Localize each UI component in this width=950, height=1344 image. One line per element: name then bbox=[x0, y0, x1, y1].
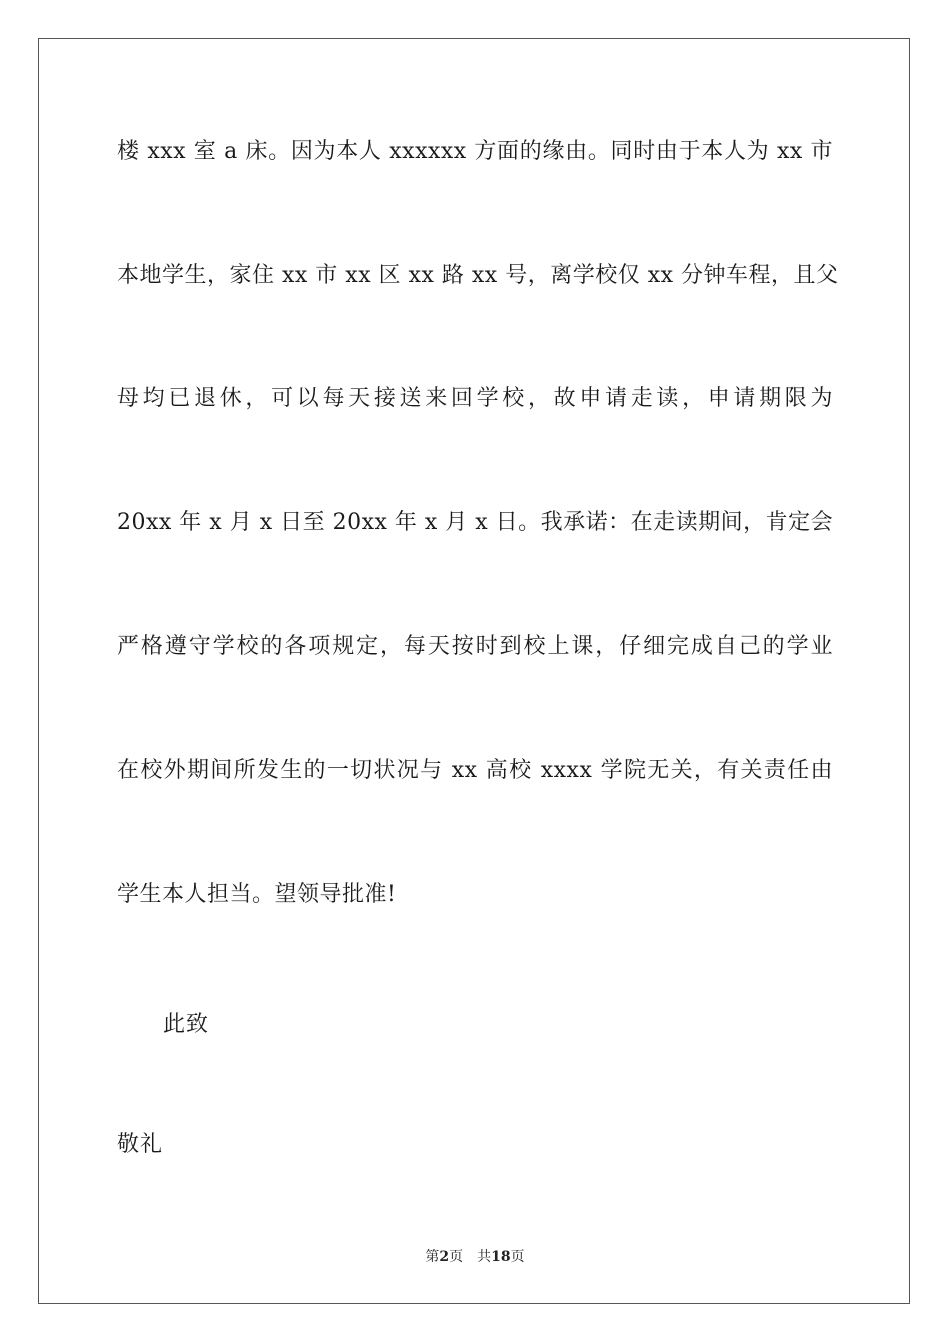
page-suffix: 页 bbox=[449, 1249, 464, 1265]
salutation: 此致 bbox=[163, 1012, 210, 1037]
page-border bbox=[38, 38, 910, 1304]
body-line-2: 本地学生，家住 xx 市 xx 区 xx 路 xx 号，离学校仅 xx 分钟车程，且父 bbox=[117, 263, 839, 288]
page-prefix: 第 bbox=[425, 1249, 440, 1265]
total-suffix: 页 bbox=[510, 1249, 525, 1265]
body-line-7: 学生本人担当。望领导批准! bbox=[117, 882, 397, 907]
page-footer bbox=[0, 1248, 950, 1266]
body-line-4: 20xx 年 x 月 x 日至 20xx 年 x 月 x 日。我承诺：在走读期间，肯定会 bbox=[117, 510, 834, 535]
body-line-1: 楼 xxx 室 a 床。因为本人 xxxxxx 方面的缘由。同时由于本人为 xx 市 bbox=[117, 139, 833, 164]
total-prefix: 共 bbox=[477, 1249, 492, 1265]
total-pages: 18 bbox=[491, 1249, 511, 1265]
body-line-5: 严格遵守学校的各项规定，每天按时到校上课，仔细完成自己的学业 bbox=[117, 634, 833, 659]
closing: 敬礼 bbox=[117, 1132, 164, 1157]
body-line-6: 在校外期间所发生的一切状况与 xx 高校 xxxx 学院无关，有关责任由 bbox=[117, 758, 833, 783]
page-number: 2 bbox=[439, 1249, 450, 1265]
body-line-3: 母均已退休，可以每天接送来回学校，故申请走读，申请期限为 bbox=[117, 386, 833, 411]
